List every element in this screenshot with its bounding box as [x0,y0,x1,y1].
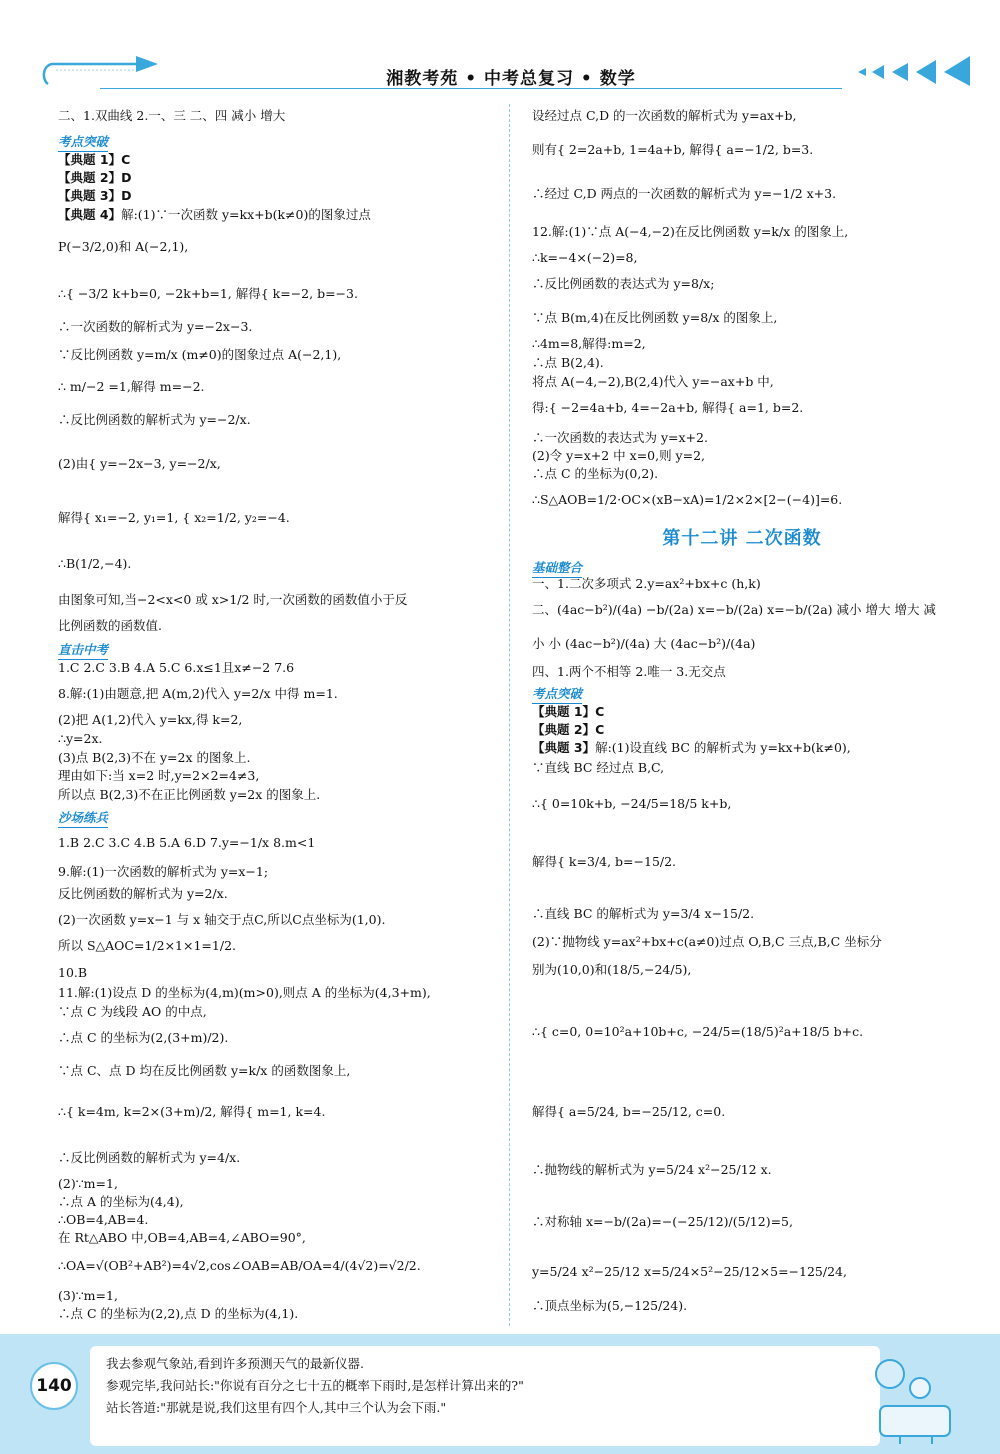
section-heading: 考点突破 [58,132,108,152]
answer-line: 【典题 2】D [58,170,132,185]
answer-line: 【典题 3】D [58,188,132,203]
math-line: 在 Rt△ABO 中,OB=4,AB=4,∠ABO=90°, [58,1230,306,1245]
math-line: (2)∵m=1, [58,1176,118,1191]
math-line: 解得{ a=5/24, b=−25/12, c=0. [532,1104,726,1119]
math-line: ∴直线 BC 的解析式为 y=3/4 x−15/2. [532,906,755,921]
answer-line: 1.B 2.C 3.C 4.B 5.A 6.D 7.y=−1/x 8.m<1 [58,835,316,850]
math-line: (2)由{ y=−2x−3, y=−2/x, [58,456,221,471]
math-line: ∴点 C 的坐标为(0,2). [532,466,659,481]
math-line: ∴点 C 的坐标为(2,2),点 D 的坐标为(4,1). [58,1306,299,1321]
section-heading: 沙场练兵 [58,808,108,828]
answer-line: 【典题 2】C [532,722,605,737]
math-line: ∴y=2x. [58,731,103,746]
section-heading: 直击中考 [58,640,108,660]
math-line: ∴{ 0=10k+b, −24/5=18/5 k+b, [532,796,732,811]
text-line: 比例函数的函数值. [58,618,162,633]
math-line: ∴点 A 的坐标为(4,4), [58,1194,184,1209]
section-heading: 考点突破 [532,684,582,704]
math-line: ∴{ c=0, 0=10²a+10b+c, −24/5=(18/5)²a+18/5 b+c. [532,1024,864,1039]
answer-line: 1.C 2.C 3.B 4.A 5.C 6.x≤1且x≠−2 7.6 [58,660,295,675]
math-line: 得:{ −2=4a+b, 4=−2a+b, 解得{ a=1, b=2. [532,400,804,415]
text-line: 由图象可知,当−2<x<0 或 x>1/2 时,一次函数的函数值小于反 [58,592,408,607]
math-line: ∴k=−4×(−2)=8, [532,250,638,265]
math-line: 设经过点 C,D 的一次函数的解析式为 y=ax+b, [532,108,797,123]
math-line: (3)点 B(2,3)不在 y=2x 的图象上. [58,750,251,765]
math-line: 反比例函数的解析式为 y=2/x. [58,886,228,901]
answer-line: 【典题 1】C [532,704,605,719]
math-line: ∴抛物线的解析式为 y=5/24 x²−25/12 x. [532,1162,772,1177]
cartoon-decoration-icon [840,1348,980,1444]
math-line: 则有{ 2=2a+b, 1=4a+b, 解得{ a=−1/2, b=3. [532,142,814,157]
math-line: ∴对称轴 x=−b/(2a)=−(−25/12)/(5/12)=5, [532,1214,793,1229]
right-arrows-decoration-icon [852,52,982,86]
math-line: 解得{ x₁=−2, y₁=1, { x₂=1/2, y₂=−4. [58,510,290,525]
math-line: ∵点 B(m,4)在反比例函数 y=8/x 的图象上, [532,310,778,325]
math-line: ∴反比例函数的解析式为 y=−2/x. [58,412,251,427]
math-line: ∴OB=4,AB=4. [58,1212,149,1227]
math-line: (2)把 A(1,2)代入 y=kx,得 k=2, [58,712,243,727]
math-line: 9.解:(1)一次函数的解析式为 y=x−1; [58,864,269,879]
answer-line: 四、1.两个不相等 2.唯一 3.无交点 [532,664,726,679]
math-line: (2)令 y=x+2 中 x=0,则 y=2, [532,448,706,463]
math-line: ∴{ −3/2 k+b=0, −2k+b=1, 解得{ k=−2, b=−3. [58,286,358,301]
math-line: ∴4m=8,解得:m=2, [532,336,646,351]
math-line: ∴顶点坐标为(5,−125/24). [532,1298,688,1313]
answer-line: 【典题 3】解:(1)设直线 BC 的解析式为 y=kx+b(k≠0), [532,740,851,755]
math-line: ∵直线 BC 经过点 B,C, [532,760,665,775]
math-line: ∴一次函数的解析式为 y=−2x−3. [58,319,253,334]
math-line: ∴{ k=4m, k=2×(3+m)/2, 解得{ m=1, k=4. [58,1104,326,1119]
math-line: ∴经过 C,D 两点的一次函数的解析式为 y=−1/2 x+3. [532,186,837,201]
page-number: 140 [30,1362,78,1410]
math-line: ∴点 B(2,4). [532,355,604,370]
math-line: 理由如下:当 x=2 时,y=2×2=4≠3, [58,768,260,783]
answer-line: 一、1.二次多项式 2.y=ax²+bx+c (h,k) [532,576,761,591]
math-line: P(−3/2,0)和 A(−2,1), [58,239,189,254]
math-line: 11.解:(1)设点 D 的坐标为(4,m)(m>0),则点 A 的坐标为(4,3+m), [58,985,431,1000]
math-line: ∵点 C 为线段 AO 的中点, [58,1004,207,1019]
math-line: ∴S△AOB=1/2·OC×(xB−xA)=1/2×2×[2−(−4)]=6. [532,492,843,507]
page-header [40,46,982,96]
math-line: ∵点 C、点 D 均在反比例函数 y=k/x 的函数图象上, [58,1063,351,1078]
math-line: ∴ m/−2 =1,解得 m=−2. [58,379,205,394]
lecture-title: 第十二讲 二次函数 [662,528,822,549]
answer-line: 二、(4ac−b²)/(4a) −b/(2a) x=−b/(2a) x=−b/(2a) 减小 增大 增大 减 [532,602,936,617]
math-line: (2)∵抛物线 y=ax²+bx+c(a≠0)过点 O,B,C 三点,B,C 坐标分 [532,934,882,949]
math-line: ∴反比例函数的解析式为 y=4/x. [58,1150,241,1165]
footer-story-line: 我去参观气象站,看到许多预测天气的最新仪器. [106,1356,364,1371]
math-line: y=5/24 x²−25/12 x=5/24×5²−25/12×5=−125/24, [532,1264,847,1279]
math-line: 所以 S△AOC=1/2×1×1=1/2. [58,938,236,953]
math-line: ∴反比例函数的表达式为 y=8/x; [532,276,715,291]
math-line: ∴一次函数的表达式为 y=x+2. [532,430,708,445]
text-line: 二、1.双曲线 2.一、三 二、四 减小 增大 [58,108,286,123]
math-line: ∵反比例函数 y=m/x (m≠0)的图象过点 A(−2,1), [58,347,342,362]
section-heading: 基础整合 [532,558,582,578]
math-line: ∴B(1/2,−4). [58,556,132,571]
column-divider [509,104,510,1326]
header-title: 湘教考苑 • 中考总复习 • 数学 [386,69,636,89]
answer-line: 10.B [58,965,88,980]
math-line: (3)∵m=1, [58,1288,118,1303]
math-line: 别为(10,0)和(18/5,−24/5), [532,962,692,977]
footer-story-line: 站长答道:"那就是说,我们这里有四个人,其中三个认为会下雨." [106,1400,447,1415]
answer-line: 【典题 4】解:(1)∵一次函数 y=kx+b(k≠0)的图象过点 [58,207,371,222]
math-line: 8.解:(1)由题意,把 A(m,2)代入 y=2/x 中得 m=1. [58,686,338,701]
answer-line: 【典题 1】C [58,152,131,167]
math-line: ∴OA=√(OB²+AB²)=4√2,cos∠OAB=AB/OA=4/(4√2)=√2/2. [58,1258,421,1273]
answer-line: 小 小 (4ac−b²)/(4a) 大 (4ac−b²)/(4a) [532,636,756,651]
math-line: 将点 A(−4,−2),B(2,4)代入 y=−ax+b 中, [532,374,774,389]
footer-story-line: 参观完毕,我问站长:"你说有百分之七十五的概率下雨时,是怎样计算出来的?" [106,1378,524,1393]
math-line: (2)一次函数 y=x−1 与 x 轴交于点C,所以C点坐标为(1,0). [58,912,386,927]
math-line: 所以点 B(2,3)不在正比例函数 y=2x 的图象上. [58,787,321,802]
math-line: ∴点 C 的坐标为(2,(3+m)/2). [58,1030,229,1045]
math-line: 12.解:(1)∵点 A(−4,−2)在反比例函数 y=k/x 的图象上, [532,224,849,239]
math-line: 解得{ k=3/4, b=−15/2. [532,854,677,869]
